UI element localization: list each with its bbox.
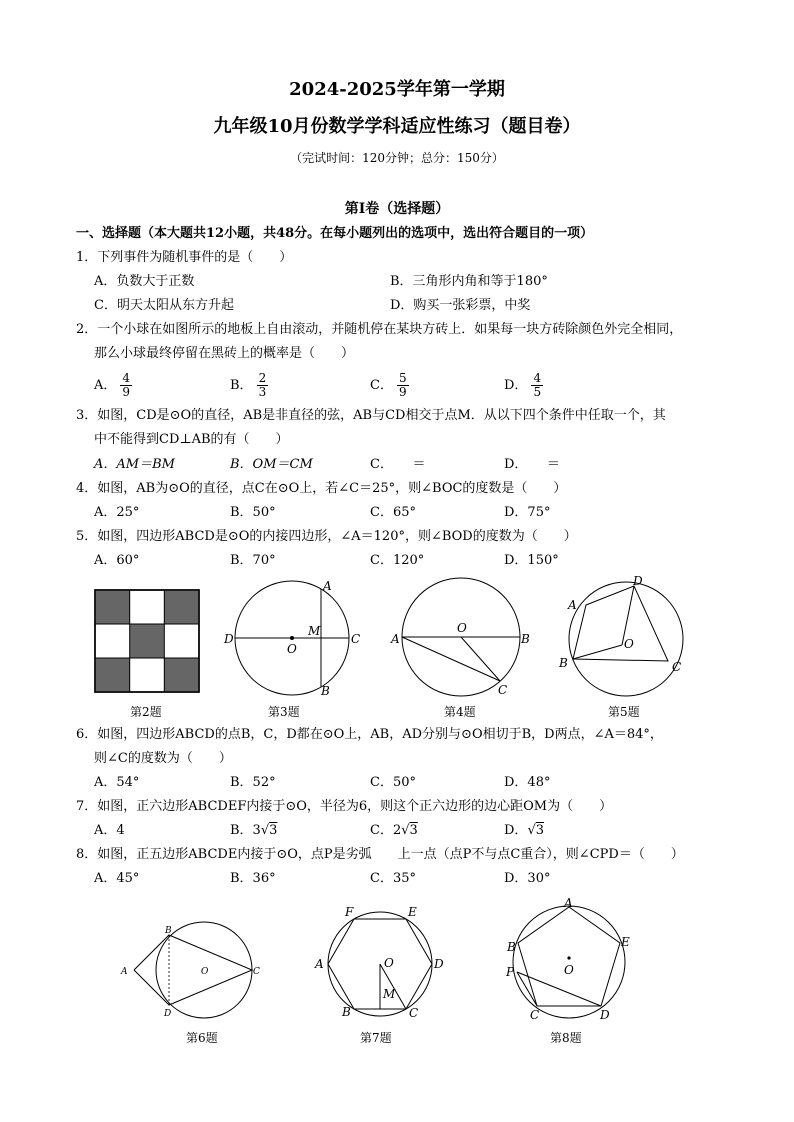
q7-option-c: C．2√3 <box>370 823 418 838</box>
q7-option-d: D．√3 <box>504 823 545 838</box>
q4-option-a: A．25° <box>94 505 140 520</box>
q3-option-d: D． ＝ <box>504 457 560 472</box>
q1-option-a: A．负数大于正数 <box>94 274 195 289</box>
figure-q4-circle <box>388 577 533 703</box>
caption-q2: 第2题 <box>130 705 162 719</box>
fig7-label-b: B <box>342 1005 351 1019</box>
q2-option-c: C． $\frac{5}{9}$ <box>370 371 407 399</box>
fig7-label-o: O <box>384 956 394 970</box>
q1-stem: 1．下列事件为随机事件的是（ ） <box>76 250 293 265</box>
q5-option-c: C．120° <box>370 553 425 568</box>
q4-option-c: C．65° <box>370 505 416 520</box>
fig6-label-b: B <box>165 926 172 936</box>
q3-stem: 3．如图，CD是⊙O的直径，AB是非直径的弦，AB与CD相交于点M．从以下四个条件中任取一个，其 <box>76 408 666 423</box>
q4-stem: 4．如图，AB为⊙O的直径，点C在⊙O上，若∠C＝25°，则∠BOC的度数是（ ） <box>76 481 567 496</box>
fig6-label-o: O <box>201 967 209 977</box>
fig4-label-b: B <box>521 632 530 646</box>
exam-title: 2024-2025学年第一学期 <box>289 79 505 100</box>
fig3-label-d: D <box>224 632 234 646</box>
figure-q2-checkerboard <box>94 589 200 697</box>
q8-option-a: A．45° <box>94 871 140 886</box>
fig7-label-e: E <box>408 905 417 919</box>
fig5-label-b: B <box>559 656 568 670</box>
q6-option-b: B．52° <box>230 775 276 790</box>
fig4-label-a: A <box>391 632 400 646</box>
q1-option-d: D．购买一张彩票，中奖 <box>390 298 531 313</box>
fig6-label-c: C <box>253 967 260 977</box>
caption-q8: 第8题 <box>550 1031 582 1045</box>
q3-option-a: A．AM＝BM <box>94 457 175 472</box>
fig8-label-c: C <box>530 1008 540 1022</box>
q7-option-b: B．3√3 <box>230 823 278 838</box>
q6-option-c: C．50° <box>370 775 416 790</box>
fig7-label-d: D <box>434 957 444 971</box>
caption-q6: 第6题 <box>186 1031 218 1045</box>
q2-option-a: A． $\frac{4}{9}$ <box>94 371 131 399</box>
caption-q5: 第5题 <box>608 705 640 719</box>
q3-option-b: B．OM＝CM <box>230 457 313 472</box>
fig5-label-o: O <box>624 637 634 651</box>
q2-stem-cont: 那么小球最终停留在黑砖上的概率是（ ） <box>94 346 355 361</box>
q8-stem: 8．如图，正五边形ABCDE内接于⊙O，点P是劣弧 上一点（点P不与点C重合），则∠CPD＝（ ） <box>76 847 684 862</box>
q6-option-a: A．54° <box>94 775 140 790</box>
fig6-label-a: A <box>121 967 128 977</box>
q5-option-b: B．70° <box>230 553 276 568</box>
fig3-label-c: C <box>351 632 361 646</box>
q5-option-a: A．60° <box>94 553 140 568</box>
fig3-label-b: B <box>321 684 330 698</box>
fig7-label-a: A <box>315 957 324 971</box>
q4-option-b: B．50° <box>230 505 276 520</box>
caption-q7: 第7题 <box>360 1031 392 1045</box>
fig8-label-p: P <box>506 965 515 979</box>
fig8-label-b: B <box>507 940 516 954</box>
part-heading: 一、选择题（本大题共12小题，共48分。在每小题列出的选项中，选出符合题目的一项） <box>76 226 594 241</box>
q2-option-d: D． $\frac{4}{5}$ <box>504 371 542 399</box>
q7-stem: 7．如图，正六边形ABCDEF内接于⊙O，半径为6，则这个正六边形的边心距OM为（ ） <box>76 799 613 814</box>
figure-q7-hexagon <box>310 900 450 1026</box>
q7-option-a: A．4 <box>94 823 125 838</box>
q5-stem: 5．如图，四边形ABCD是⊙O的内接四边形，∠A＝120°，则∠BOD的度数为（ ） <box>76 529 577 544</box>
fig3-label-o: O <box>287 642 297 656</box>
q8-option-c: C．35° <box>370 871 416 886</box>
q4-option-d: D．75° <box>504 505 551 520</box>
figure-q8-pentagon <box>502 896 642 1026</box>
figure-q5-circle <box>556 574 696 704</box>
fig6-label-d: D <box>164 1009 172 1019</box>
q1-option-b: B．三角形内角和等于180° <box>390 274 548 289</box>
q3-stem-cont: 中不能得到CD⊥AB的有（ ） <box>94 432 289 447</box>
fig7-label-f: F <box>345 905 354 919</box>
fig8-label-d: D <box>600 1008 610 1022</box>
fig5-label-d: D <box>633 574 643 588</box>
q8-option-b: B．36° <box>230 871 276 886</box>
q2-stem: 2．一个小球在如图所示的地板上自由滚动，并随机停在某块方砖上．如果每一块方砖除颜色外完全相同， <box>76 322 683 337</box>
q8-option-d: D．30° <box>504 871 551 886</box>
fig5-label-c: C <box>672 660 682 674</box>
fig7-label-c: C <box>409 1006 419 1020</box>
exam-time-info: （完试时间：120分钟；总分：150分） <box>290 151 504 165</box>
q5-option-d: D．150° <box>504 553 559 568</box>
section-heading: 第I卷（选择题） <box>344 201 450 217</box>
fig5-label-a: A <box>568 598 577 612</box>
q3-option-c: C． ＝ <box>370 457 426 472</box>
q6-stem: 6．如图，四边形ABCD的点B，C，D都在⊙O上，AB，AD分别与⊙O相切于B，D两点，∠A＝84°， <box>76 727 663 742</box>
q6-option-d: D．48° <box>504 775 551 790</box>
q6-stem-cont: 则∠C的度数为（ ） <box>94 751 232 766</box>
fig8-label-o: O <box>564 963 574 977</box>
fig8-label-e: E <box>621 935 630 949</box>
fig8-label-a: A <box>564 896 573 910</box>
caption-q4: 第4题 <box>444 705 476 719</box>
fig7-label-m: M <box>383 987 396 1001</box>
fig4-label-c: C <box>498 683 508 697</box>
q1-option-c: C．明天太阳从东方升起 <box>94 298 234 313</box>
fig4-label-o: O <box>457 621 467 635</box>
exam-subtitle-title: 九年级10月份数学学科适应性练习（题目卷） <box>213 116 581 137</box>
q2-option-b: B． $\frac{2}{3}$ <box>230 371 267 399</box>
fig3-label-a: A <box>323 579 332 593</box>
figure-q3-circle <box>222 578 362 702</box>
fig3-label-m: M <box>308 624 321 638</box>
figure-q6-tangents <box>118 918 270 1028</box>
caption-q3: 第3题 <box>268 705 300 719</box>
